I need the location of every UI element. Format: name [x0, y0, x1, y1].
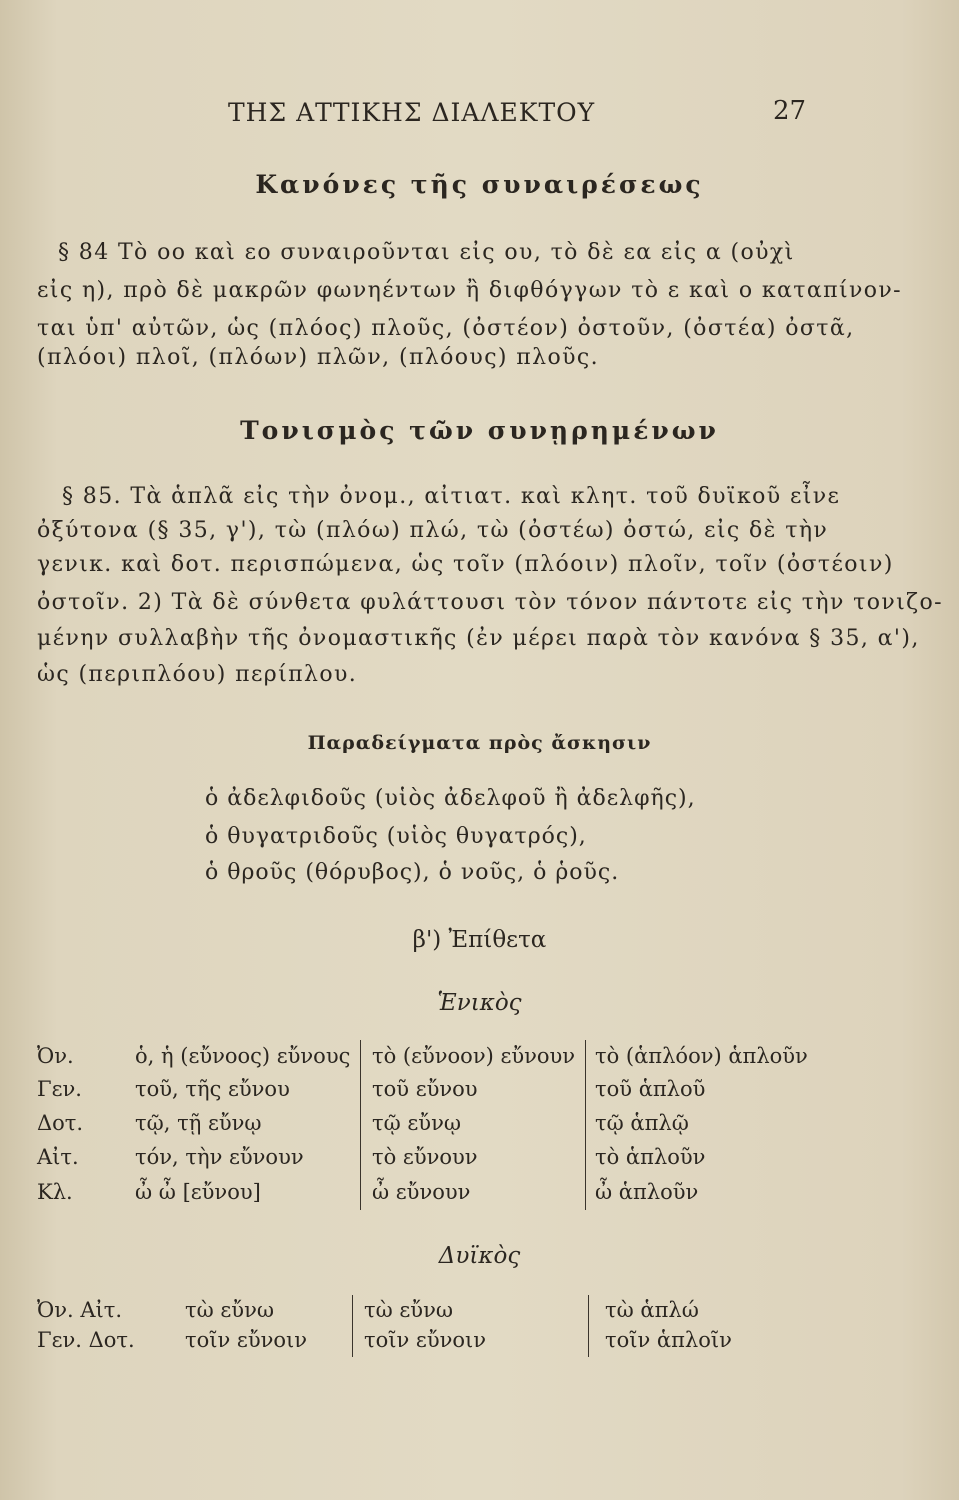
table-cell: τῷ ἁπλῷ [595, 1111, 689, 1135]
table-cell: τοῖν ἁπλοῖν [605, 1328, 732, 1352]
case-label: Γεν. Δοτ. [37, 1328, 135, 1352]
table-cell: τοῦ, τῆς εὔνου [135, 1077, 290, 1101]
table-cell: ὦ ἁπλοῦν [595, 1180, 699, 1204]
table-cell: ὁ, ἡ (εὔνοος) εὔνους [135, 1044, 351, 1068]
case-label: Ὀν. [37, 1044, 74, 1068]
dual-label [0, 1243, 959, 1269]
running-title: ΤΗΣ ΑΤΤΙΚΗΣ ΔΙΑΛΕΚΤΟΥ [228, 98, 596, 127]
table-cell: τοῖν εὔνοιν [185, 1328, 307, 1352]
table-cell: τὸ (ἁπλόον) ἁπλοῦν [595, 1044, 808, 1068]
exercises-heading: Παραδείγματα πρὸς ἄσκησιν [307, 732, 652, 754]
column-divider [360, 1040, 361, 1210]
adjectives-heading: β') Ἐπίθετα [412, 927, 547, 953]
paragraph-85-line: § 85. Τὰ ἁπλᾶ εἰς τὴν ὀνομ., αἰτιατ. καὶ κλητ. τοῦ δυϊκοῦ εἶνε [62, 484, 841, 509]
paragraph-85-line: ὀστοῖν. 2) Τὰ δὲ σύνθετα φυλάττουσι τὸν τόνον πάντοτε εἰς τὴν τονιζο- [37, 590, 943, 615]
table-cell: τοῦ ἁπλοῦ [595, 1077, 706, 1101]
dual-label-text: Δυϊκὸς [438, 1243, 521, 1269]
case-label: Αἰτ. [37, 1145, 79, 1169]
exercise-line: ὁ θυγατριδοῦς (υἱὸς θυγατρός), [205, 824, 587, 849]
exercise-line: ὁ θροῦς (θόρυβος), ὁ νοῦς, ὁ ῥοῦς. [205, 860, 620, 885]
case-label: Ὀν. Αἰτ. [37, 1298, 123, 1322]
paragraph-84-line: εἰς η), πρὸ δὲ μακρῶν φωνηέντων ἢ διφθόγγων τὸ ε καὶ ο καταπίνον- [37, 278, 903, 303]
column-divider [585, 1040, 586, 1210]
table-cell: τὼ εὔνω [364, 1298, 453, 1322]
case-label: Κλ. [37, 1180, 73, 1204]
singular-label [0, 990, 959, 1016]
table-cell: τοῦ εὔνου [372, 1077, 478, 1101]
table-cell: ὦ εὔνουν [372, 1180, 471, 1204]
table-cell: ὦ ὦ [εὔνου] [135, 1180, 261, 1204]
table-cell: τόν, τὴν εὔνουν [135, 1145, 304, 1169]
table-cell: τὼ εὔνω [185, 1298, 274, 1322]
case-label: Γεν. [37, 1077, 82, 1101]
table-cell: τὼ ἁπλώ [605, 1298, 699, 1322]
column-divider [588, 1295, 589, 1357]
page-number: 27 [773, 96, 807, 126]
paragraph-85-line: μένην συλλαβὴν τῆς ὀνομαστικῆς (ἐν μέρει παρὰ τὸν κανόνα § 35, α'), [37, 626, 920, 651]
paragraph-85-line: ὀξύτονα (§ 35, γ'), τὼ (πλόω) πλώ, τὼ (ὀστέω) ὀστώ, εἰς δὲ τὴν [37, 518, 829, 543]
table-cell: τῷ εὔνῳ [372, 1111, 461, 1135]
section-heading-accentuation: Τονισμὸς τῶν συνῃρημένων [240, 416, 719, 445]
paragraph-84-line: § 84 Τὸ οο καὶ εο συναιροῦνται εἰς ου, τὸ δὲ εα εἰς α (οὐχὶ [58, 240, 795, 265]
table-cell: τῷ, τῇ εὔνῳ [135, 1111, 262, 1135]
table-cell: τὸ ἁπλοῦν [595, 1145, 706, 1169]
paragraph-85-line: ὡς (περιπλόου) περίπλου. [37, 662, 358, 687]
case-label: Δοτ. [37, 1111, 84, 1135]
exercise-line: ὁ ἀδελφιδοῦς (υἱὸς ἀδελφοῦ ἢ ἀδελφῆς), [205, 786, 696, 811]
paragraph-84-line: ται ὑπ' αὐτῶν, ὡς (πλόος) πλοῦς, (ὀστέον) ὀστοῦν, (ὀστέα) ὀστᾶ, [37, 316, 855, 341]
table-cell: τὸ (εὔνοον) εὔνουν [372, 1044, 576, 1068]
table-cell: τὸ εὔνουν [372, 1145, 478, 1169]
paragraph-85-line: γενικ. καὶ δοτ. περισπώμενα, ὡς τοῖν (πλόοιν) πλοῖν, τοῖν (ὀστέοιν) [37, 552, 894, 577]
section-heading-contraction-rules: Κανόνες τῆς συναιρέσεως [255, 170, 704, 199]
column-divider [352, 1295, 353, 1357]
paragraph-84-line: (πλόοι) πλοῖ, (πλόων) πλῶν, (πλόους) πλοῦς. [37, 345, 600, 370]
table-cell: τοῖν εὔνοιν [364, 1328, 486, 1352]
singular-label-text: Ἑνικὸς [437, 990, 522, 1016]
